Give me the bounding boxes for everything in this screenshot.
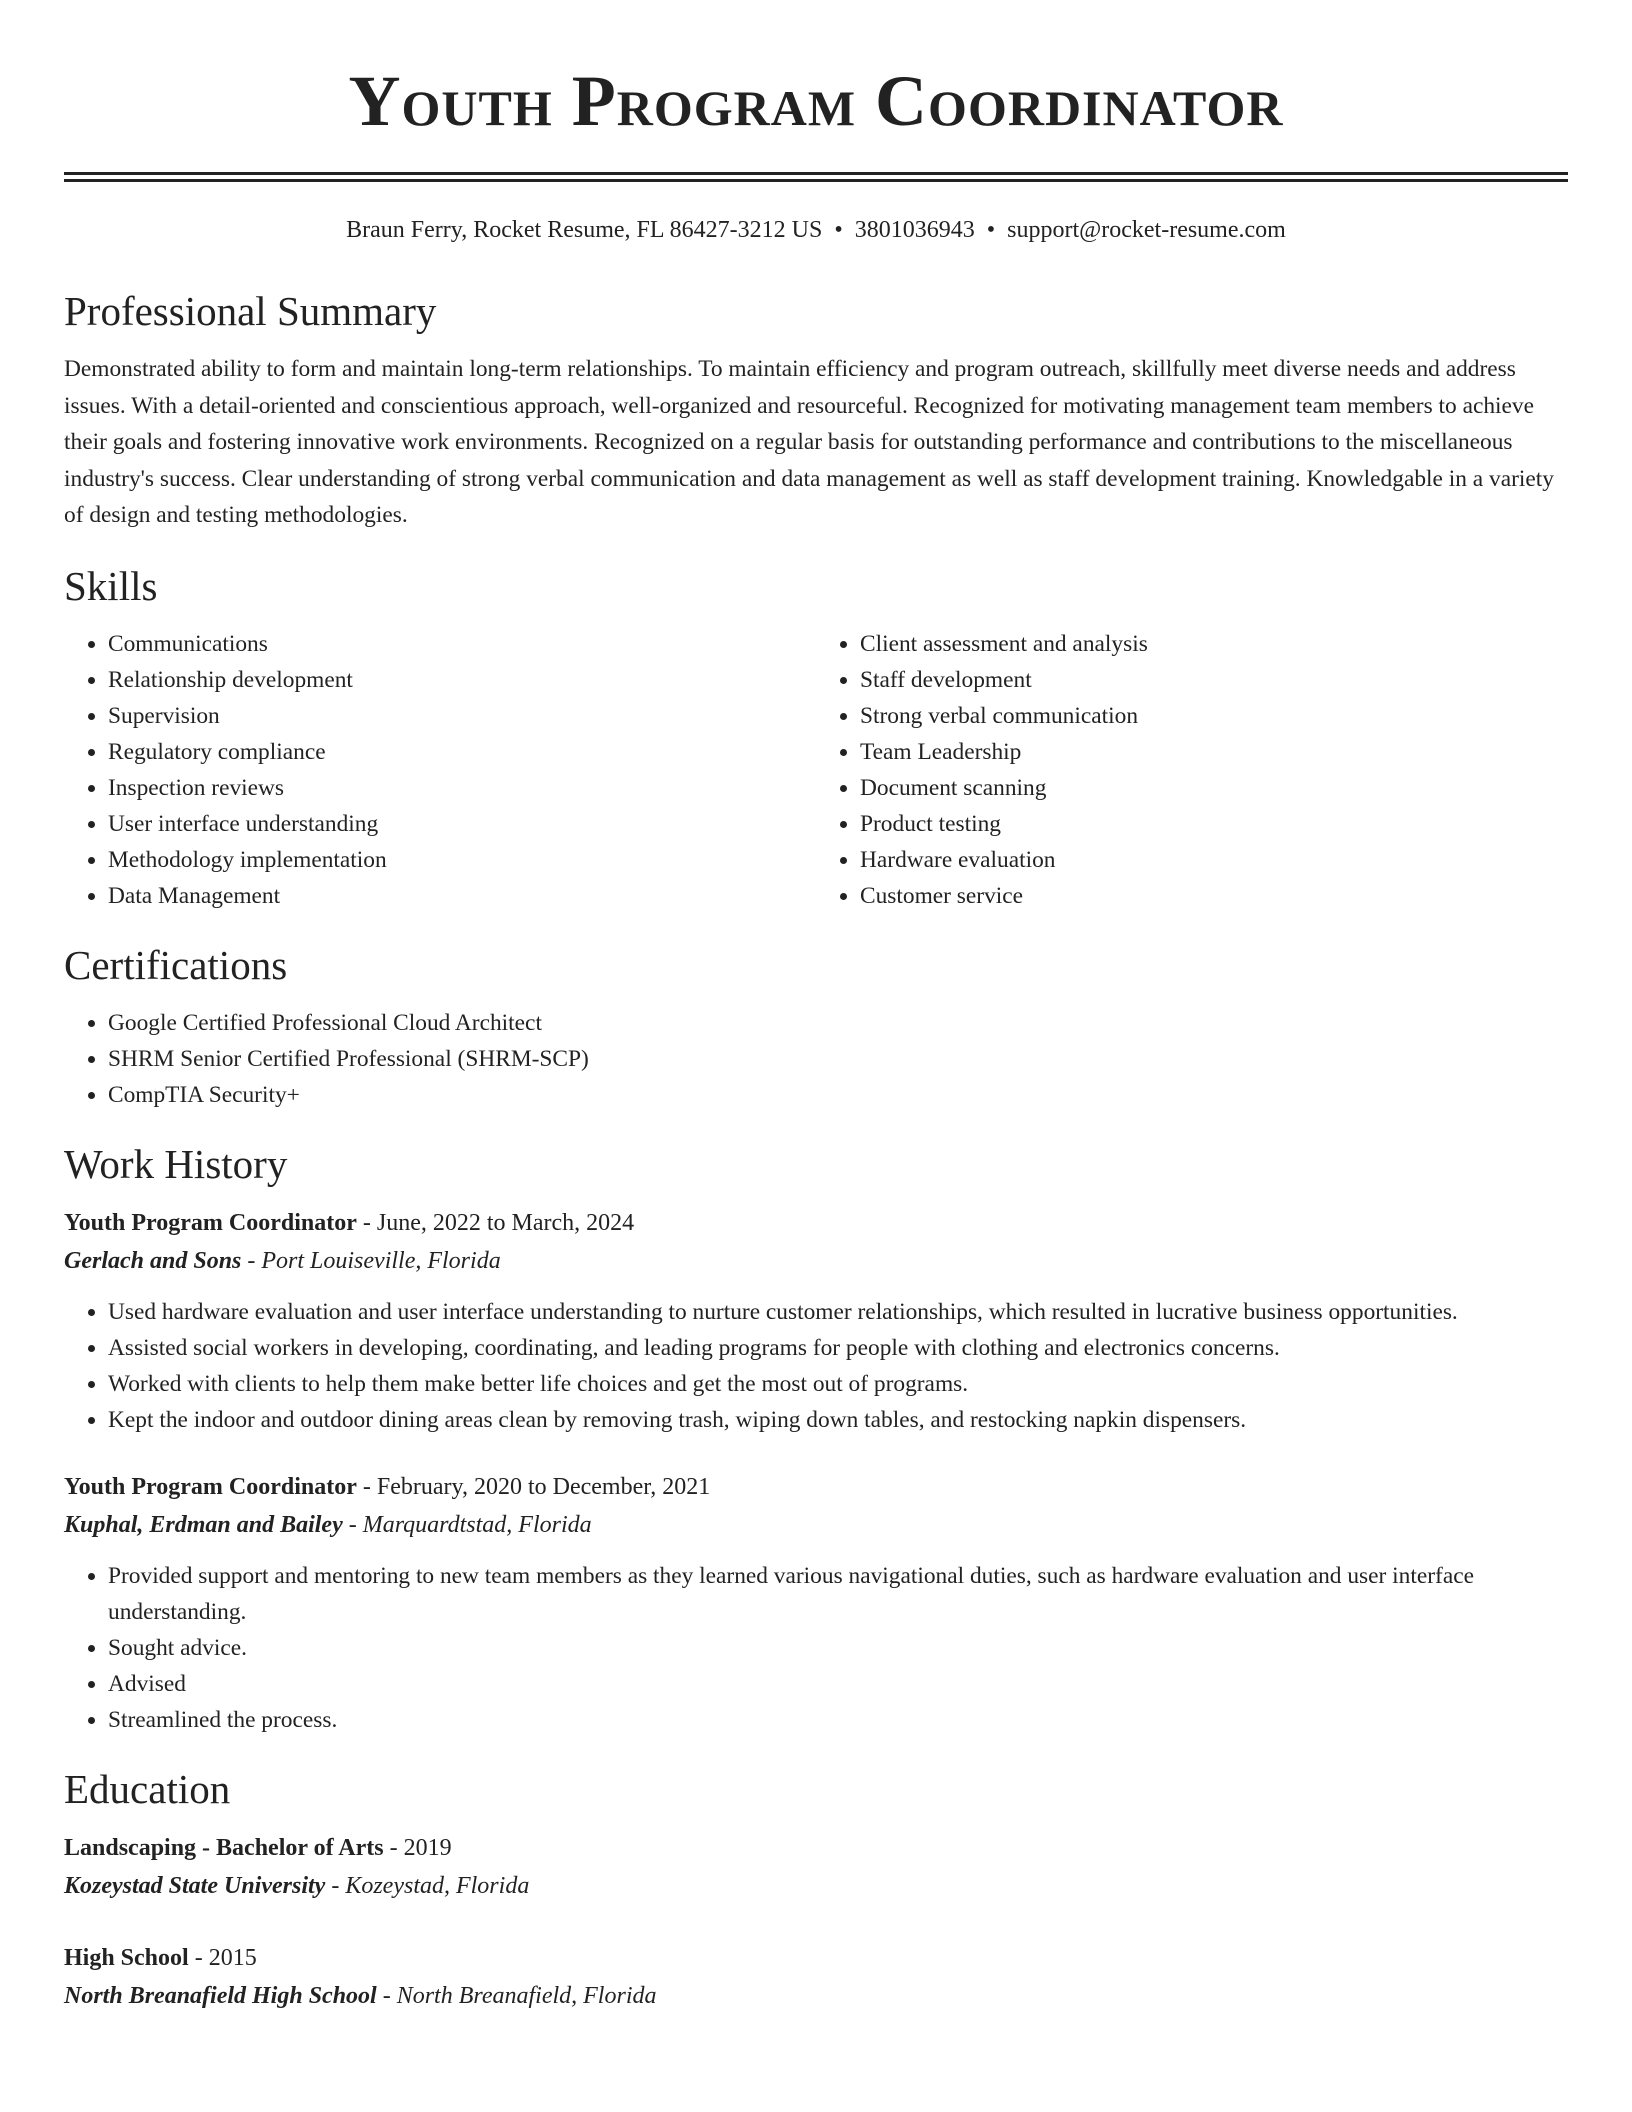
skills-heading: Skills bbox=[64, 562, 158, 609]
job-bullet: • Assisted social workers in developing, coordinating, and leading programs for people with clothing and electronics concerns. bbox=[108, 1330, 1568, 1366]
education-school-line bbox=[64, 1867, 1568, 1905]
summary-text: Demonstrated ability to form and maintain long-term relationships. To maintain efficiency and program outreach, skillfully meet diverse needs and address issues. With a detail-oriented and conscientious approach, well-organized and resourceful. Recognized for motivating management team members to achieve their goals and fostering innovative work environments. Recognized on a regular basis for outstanding performance and contributions to the miscellaneous industry's success. Clear understanding of strong verbal communication and data management as well as staff development training. Knowledgable in a variety of design and testing methodologies. bbox=[64, 356, 1554, 528]
education-year: - 2019 bbox=[383, 1834, 452, 1861]
skill-item: • Client assessment and analysis bbox=[860, 626, 1568, 662]
education-entry bbox=[64, 1939, 1568, 2015]
education-location: - Kozeystad, Florida bbox=[325, 1872, 530, 1899]
skill-item: • User interface understanding bbox=[108, 806, 816, 842]
job-dates: - June, 2022 to March, 2024 bbox=[356, 1209, 635, 1236]
job-company-line bbox=[64, 1506, 1568, 1544]
skill-item: • Relationship development bbox=[108, 662, 816, 698]
education-degree: Landscaping - Bachelor of Arts bbox=[64, 1834, 384, 1861]
job-bullet: • Kept the indoor and outdoor dining areas clean by removing trash, wiping down tables, and restocking napkin dispensers. bbox=[108, 1402, 1568, 1438]
certifications-heading: Certifications bbox=[64, 941, 288, 988]
education-school: North Breanafield High School bbox=[64, 1982, 377, 2009]
skill-item: • Team Leadership bbox=[860, 734, 1568, 770]
job-bullets bbox=[64, 1294, 1568, 1438]
skill-item: • Supervision bbox=[108, 698, 816, 734]
skills-list-left bbox=[64, 626, 816, 914]
skill-item: • Product testing bbox=[860, 806, 1568, 842]
education-location: - North Breanafield, Florida bbox=[376, 1982, 657, 2009]
title-double-rule bbox=[64, 172, 1568, 182]
education-degree: High School bbox=[64, 1944, 189, 1971]
education-school: Kozeystad State University bbox=[64, 1872, 326, 1899]
education-degree-line bbox=[64, 1829, 1568, 1867]
skill-item: • Document scanning bbox=[860, 770, 1568, 806]
contact-address: Braun Ferry, Rocket Resume, FL 86427-3212 US bbox=[346, 217, 823, 243]
skill-item: • Regulatory compliance bbox=[108, 734, 816, 770]
certification-item: • CompTIA Security+ bbox=[108, 1077, 1568, 1113]
job-bullet: • Streamlined the process. bbox=[108, 1702, 1568, 1738]
resume-title: Youth Program Coordinator bbox=[348, 61, 1284, 141]
skills-columns bbox=[64, 626, 1568, 914]
work-history-heading: Work History bbox=[64, 1140, 288, 1187]
contact-line bbox=[64, 214, 1568, 246]
job-company: Gerlach and Sons bbox=[64, 1247, 242, 1274]
job-entry bbox=[64, 1204, 1568, 1438]
skill-item: • Inspection reviews bbox=[108, 770, 816, 806]
job-bullet: • Worked with clients to help them make better life choices and get the most out of programs. bbox=[108, 1366, 1568, 1402]
education-year: - 2015 bbox=[188, 1944, 257, 1971]
education-heading: Education bbox=[64, 1765, 231, 1812]
education-school-line bbox=[64, 1977, 1568, 2015]
skill-item: • Communications bbox=[108, 626, 816, 662]
job-bullet: • Sought advice. bbox=[108, 1630, 1568, 1666]
certifications-list bbox=[64, 1005, 1568, 1113]
skill-item: • Staff development bbox=[860, 662, 1568, 698]
skill-item: • Customer service bbox=[860, 878, 1568, 914]
job-bullets bbox=[64, 1558, 1568, 1738]
skill-item: • Data Management bbox=[108, 878, 816, 914]
job-bullet: • Provided support and mentoring to new team members as they learned various navigational duties, such as hardware evaluation and user interface understanding. bbox=[108, 1558, 1568, 1630]
certification-item: • Google Certified Professional Cloud Architect bbox=[108, 1005, 1568, 1041]
skill-item: • Strong verbal communication bbox=[860, 698, 1568, 734]
summary-heading: Professional Summary bbox=[64, 288, 437, 334]
job-location: - Port Louiseville, Florida bbox=[241, 1247, 501, 1274]
job-bullet: • Advised bbox=[108, 1666, 1568, 1702]
job-dates: - February, 2020 to December, 2021 bbox=[356, 1473, 711, 1500]
job-title-line bbox=[64, 1468, 1568, 1506]
contact-separator: • bbox=[834, 217, 843, 243]
job-title: Youth Program Coordinator bbox=[64, 1473, 357, 1500]
job-company-line bbox=[64, 1242, 1568, 1280]
job-company: Kuphal, Erdman and Bailey bbox=[64, 1511, 343, 1538]
job-entry bbox=[64, 1468, 1568, 1738]
contact-email: support@rocket-resume.com bbox=[1007, 217, 1286, 243]
education-entry bbox=[64, 1829, 1568, 1905]
skills-list-right bbox=[816, 626, 1568, 914]
job-title: Youth Program Coordinator bbox=[64, 1209, 357, 1236]
job-title-line bbox=[64, 1204, 1568, 1242]
certification-item: • SHRM Senior Certified Professional (SHRM-SCP) bbox=[108, 1041, 1568, 1077]
contact-separator: • bbox=[986, 217, 996, 243]
job-bullet: • Used hardware evaluation and user interface understanding to nurture customer relationships, which resulted in lucrative business opportunities. bbox=[108, 1294, 1568, 1330]
skill-item: • Methodology implementation bbox=[108, 842, 816, 878]
contact-phone: 3801036943 bbox=[854, 217, 975, 243]
skill-item: • Hardware evaluation bbox=[860, 842, 1568, 878]
education-degree-line bbox=[64, 1939, 1568, 1977]
job-location: - Marquardtstad, Florida bbox=[342, 1511, 592, 1538]
